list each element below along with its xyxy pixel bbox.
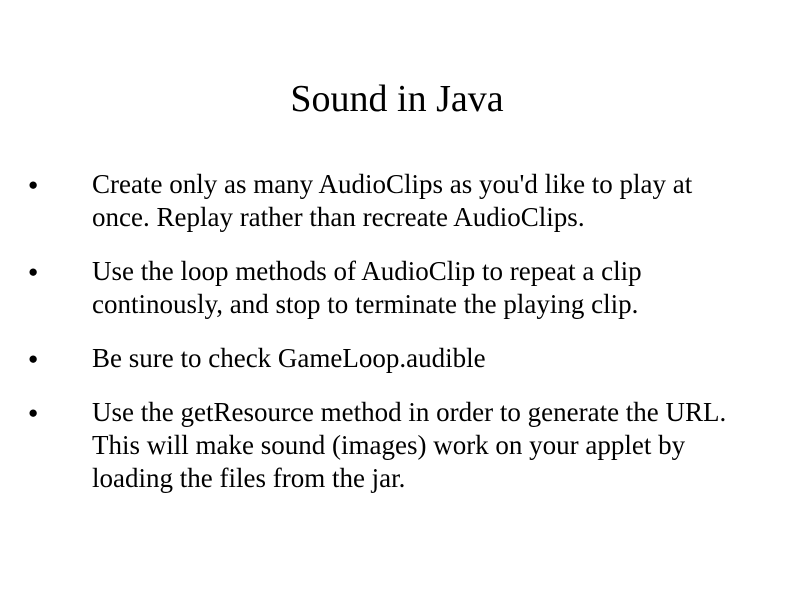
bullet-item [28,255,748,321]
bullet-dot-icon: ● [28,349,39,368]
bullet-dot-icon: ● [28,403,39,422]
bullet-item [28,396,748,495]
bullet-list [28,168,748,495]
bullet-text: Create only as many AudioClips as you'd like to play at once. Replay rather than recreate AudioClips. [92,169,693,232]
bullet-item [28,342,748,375]
bullet-dot-icon: ● [28,262,39,281]
bullet-dot-icon: ● [28,175,39,194]
bullet-text: Use the getResource method in order to generate the URL. This will make sound (images) work on your applet by loading the files from the jar. [92,397,727,493]
bullet-text: Be sure to check GameLoop.audible [92,343,486,373]
slide-title: Sound in Java [290,78,504,120]
bullet-text: Use the loop methods of AudioClip to repeat a clip continously, and stop to terminate the playing clip. [92,256,642,319]
bullet-item [28,168,748,234]
